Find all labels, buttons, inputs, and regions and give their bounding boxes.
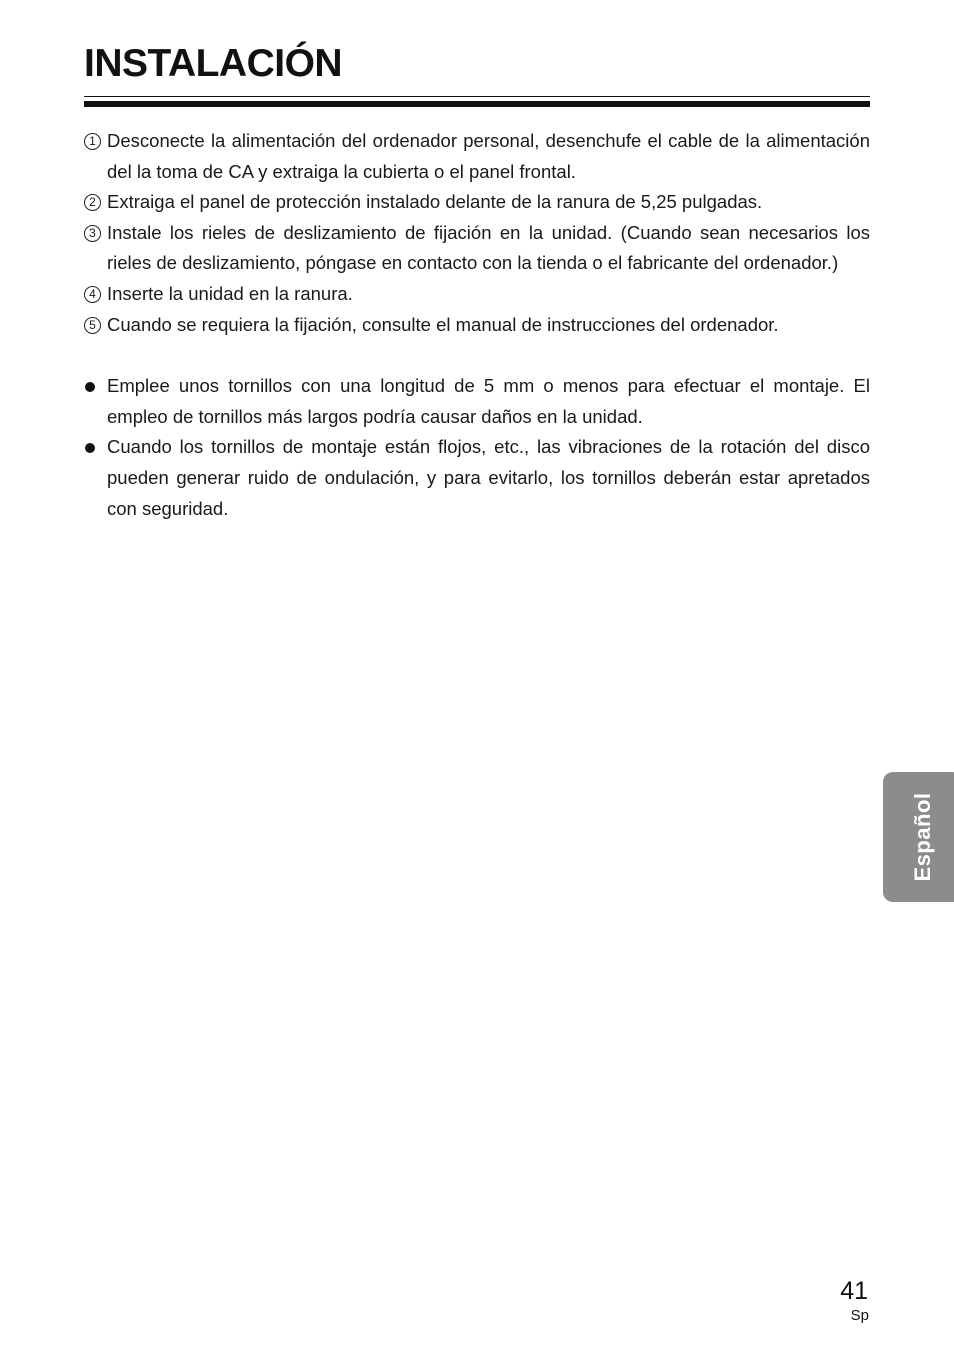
step-5 — [84, 310, 870, 341]
step-number-circle: 5 — [84, 317, 101, 334]
step-text: Extraiga el panel de protección instalado delante de la ranura de 5,25 pulgadas. — [107, 191, 763, 213]
page-title: INSTALACIÓN — [84, 42, 343, 85]
step-text: Inserte la unidad en la ranura. — [107, 282, 353, 304]
bullet-icon — [85, 382, 95, 392]
language-tab-label: Español — [910, 792, 935, 882]
note-1 — [84, 371, 870, 432]
page-language-code: Sp — [850, 1307, 869, 1324]
step-4 — [84, 279, 870, 310]
title-rule-thick — [84, 101, 870, 107]
step-text: Desconecte la alimentación del ordenador personal, desenchufe el cable de la alimentación del la toma de CA y extraiga la cubierta o el panel frontal. — [107, 130, 870, 182]
step-number-circle: 4 — [84, 286, 101, 303]
title-rule-thin — [84, 96, 870, 97]
bullet-icon — [85, 443, 95, 453]
note-2 — [84, 432, 870, 524]
step-number-circle: 2 — [84, 194, 101, 211]
section-spacer — [84, 340, 870, 371]
instructions-body — [84, 126, 870, 524]
page-number: 41 — [840, 1277, 868, 1305]
step-number-circle: 1 — [84, 133, 101, 150]
step-text: Cuando se requiera la fijación, consulte el manual de instrucciones del ordenador. — [107, 313, 779, 335]
step-3 — [84, 218, 870, 279]
note-text: Cuando los tornillos de montaje están flojos, etc., las vibraciones de la rotación del disco pueden generar ruido de ondulación, y para evitarlo, los tornillos deberán estar apretados con seguridad. — [107, 436, 870, 519]
language-side-tab — [883, 772, 954, 902]
step-text: Instale los rieles de deslizamiento de fijación en la unidad. (Cuando sean necesarios los rieles de deslizamiento, póngase en contacto con la tienda o el fabricante del ordenador.) — [107, 221, 870, 274]
step-2 — [84, 187, 870, 218]
note-text: Emplee unos tornillos con una longitud de 5 mm o menos para efectuar el montaje. El empleo de tornillos más largos podría causar daños en la unidad. — [107, 375, 870, 427]
step-1 — [84, 126, 870, 187]
step-number-circle: 3 — [84, 225, 101, 242]
